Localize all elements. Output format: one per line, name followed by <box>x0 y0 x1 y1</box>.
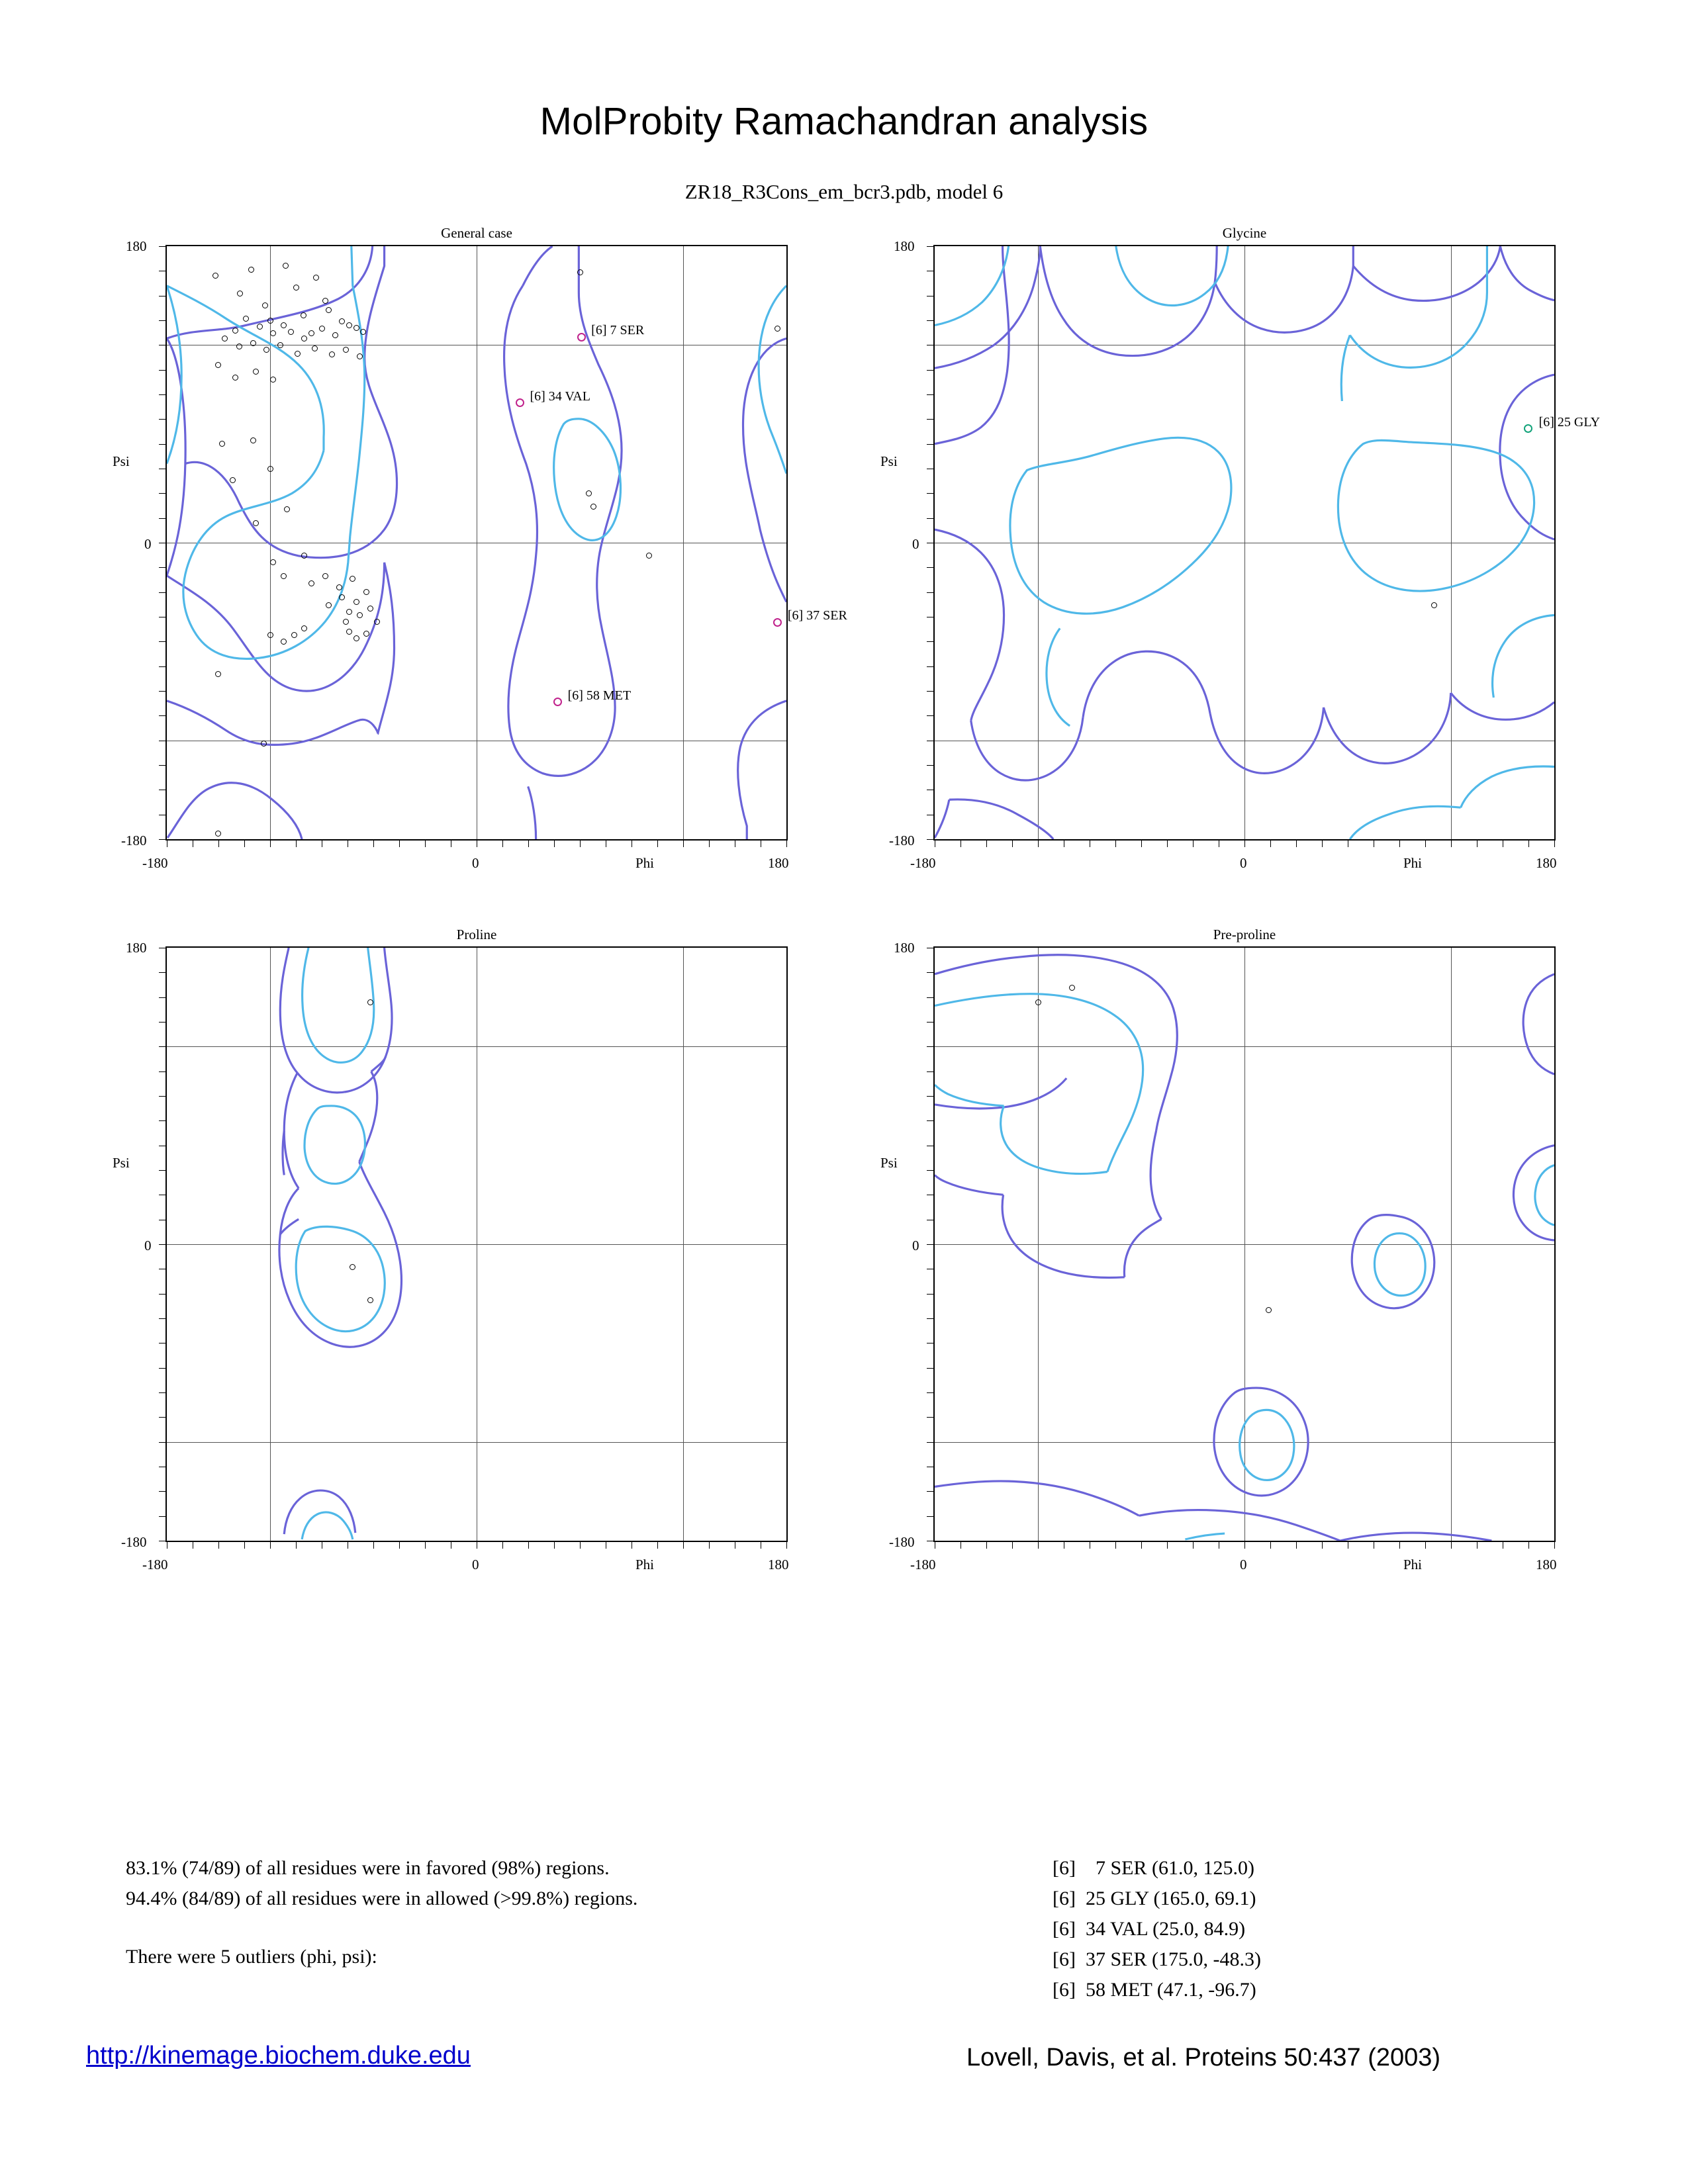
plot-panel-general-case <box>113 225 847 880</box>
y-tick-top: 180 <box>894 940 915 956</box>
favored-stat: 83.1% (74/89) of all residues were in favored (98%) regions. <box>126 1857 610 1879</box>
contour-lines-proline <box>167 948 786 1541</box>
plot-area-glycine <box>933 245 1601 841</box>
outlier-label-58-met: [6] 58 MET <box>567 688 632 703</box>
y-tick-mid: 0 <box>912 1238 919 1253</box>
summary-stats <box>126 1853 637 1972</box>
outlier-list <box>1053 1853 1261 2005</box>
x-tick-right: 180 <box>1536 1557 1557 1572</box>
x-tick-right: 180 <box>1536 855 1557 871</box>
plot-area-proline <box>165 946 788 1542</box>
list-item: [6] 34 VAL (25.0, 84.9) <box>1053 1918 1246 1940</box>
y-tick-bottom: -180 <box>121 1534 147 1550</box>
y-tick-bottom: -180 <box>889 1534 915 1550</box>
y-tick-top: 180 <box>894 238 915 254</box>
y-tick-top: 180 <box>126 940 147 956</box>
outlier-marker <box>577 333 586 341</box>
plot-panel-glycine <box>880 225 1601 880</box>
y-tick-top: 180 <box>126 238 147 254</box>
x-axis-name: Phi <box>1403 1557 1423 1572</box>
contour-lines-glycine <box>935 246 1554 839</box>
plot-panel-proline <box>113 927 808 1582</box>
page-subtitle: ZR18_R3Cons_em_bcr3.pdb, model 6 <box>684 180 1004 203</box>
x-tick-left: -180 <box>142 855 168 871</box>
x-tick-mid: 0 <box>1240 1557 1247 1572</box>
plot-title-proline: Proline <box>456 927 497 942</box>
citation-text: Lovell, Davis, et al. Proteins 50:437 (2003) <box>966 2044 1441 2071</box>
outlier-intro: There were 5 outliers (phi, psi): <box>126 1946 377 1968</box>
allowed-stat: 94.4% (84/89) of all residues were in allowed (>99.8%) regions. <box>126 1888 638 1909</box>
outlier-label-34-val: [6] 34 VAL <box>530 388 590 404</box>
page-title: MolProbity Ramachandran analysis <box>539 100 1149 143</box>
contour-lines-pre-proline <box>935 948 1554 1541</box>
outlier-marker <box>773 618 782 627</box>
plot-area-pre-proline <box>933 946 1556 1542</box>
outlier-label-7-ser: [6] 7 SER <box>591 323 645 338</box>
x-tick-left: -180 <box>910 855 936 871</box>
x-tick-right: 180 <box>768 1557 789 1572</box>
outlier-label-25-gly: [6] 25 GLY <box>1538 415 1601 430</box>
y-tick-mid: 0 <box>144 1238 152 1253</box>
contour-lines-general-case <box>167 246 786 839</box>
kinemage-link[interactable]: http://kinemage.biochem.duke.edu <box>86 2042 471 2070</box>
y-axis-name: Psi <box>880 1155 898 1171</box>
outlier-marker <box>553 698 562 706</box>
plot-area-general-case <box>165 245 847 841</box>
list-item: [6] 25 GLY (165.0, 69.1) <box>1053 1888 1256 1909</box>
y-tick-bottom: -180 <box>889 833 915 848</box>
x-axis-name: Phi <box>635 1557 655 1572</box>
y-axis-name: Psi <box>880 453 898 469</box>
outlier-label-37-ser: [6] 37 SER <box>787 608 847 623</box>
plot-panel-pre-proline <box>880 927 1575 1582</box>
plot-title-pre-proline: Pre-proline <box>1213 927 1276 942</box>
x-tick-left: -180 <box>142 1557 168 1572</box>
x-tick-mid: 0 <box>472 1557 479 1572</box>
x-tick-mid: 0 <box>1240 855 1247 871</box>
list-item: [6] 58 MET (47.1, -96.7) <box>1053 1979 1256 2001</box>
list-item: [6] 37 SER (175.0, -48.3) <box>1053 1948 1261 1970</box>
y-tick-mid: 0 <box>144 536 152 552</box>
plot-title-general-case: General case <box>441 225 512 241</box>
y-tick-bottom: -180 <box>121 833 147 848</box>
y-axis-name: Psi <box>113 1155 130 1171</box>
y-axis-name: Psi <box>113 453 130 469</box>
list-item: [6] 7 SER (61.0, 125.0) <box>1053 1857 1254 1879</box>
outlier-marker <box>516 398 524 407</box>
plot-title-glycine: Glycine <box>1222 225 1267 241</box>
x-tick-right: 180 <box>768 855 789 871</box>
x-tick-mid: 0 <box>472 855 479 871</box>
x-axis-name: Phi <box>635 855 655 871</box>
y-tick-mid: 0 <box>912 536 919 552</box>
x-axis-name: Phi <box>1403 855 1423 871</box>
x-tick-left: -180 <box>910 1557 936 1572</box>
